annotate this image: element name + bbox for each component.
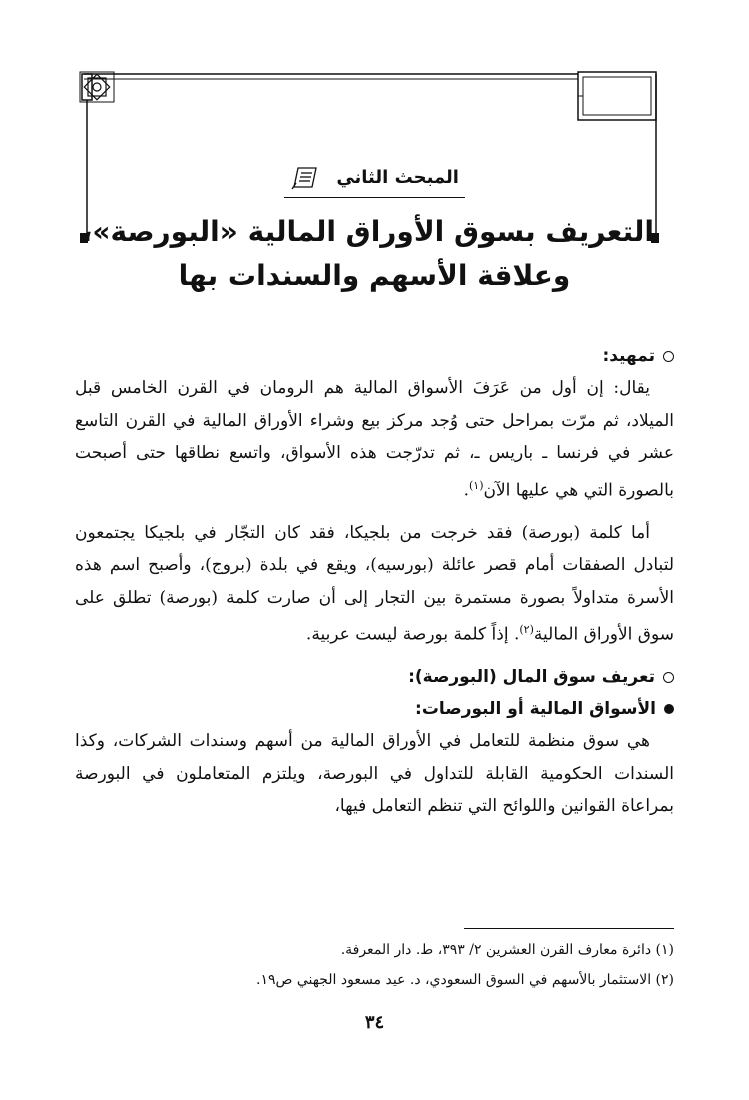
footnote-ref-2: (٢) xyxy=(519,623,534,637)
heading-intro xyxy=(75,340,674,372)
ornament-emblem-icon xyxy=(78,70,116,104)
heading-definition-text: تعريف سوق المال (البورصة): xyxy=(408,667,655,688)
dot-bullet-icon xyxy=(664,704,674,714)
section-label xyxy=(0,165,749,201)
paragraph-definition-text: هي سوق منظمة للتعامل في الأوراق المالية من أسهم وسندات الشركات، وكذا السندات الحكومية القابلة للتداول في البورصة، ويلتزم المتعاملون في البورصة بمراعاة القوانين واللوائح التي تنظم التعامل فيها، xyxy=(75,731,674,817)
section-label-text: المبحث الثاني xyxy=(336,167,459,188)
title-line-1: التعريف بسوق الأوراق المالية «البورصة»، xyxy=(81,215,654,248)
paragraph-intro-1-text: يقال: إن أول من عَرَفَ الأسواق المالية هم الرومان في القرن الخامس قبل الميلاد، ثم مرّت بمراحل حتى وُجد مركز بيع وشراء الأوراق المالية في القرن التاسع عشر في فرنسا ـ باريس ـ، ثم تدرّجت هذه الأسواق، واتسع نطاقها حتى أصبحت بالصورة التي هي عليها الآن xyxy=(75,378,674,501)
paragraph-intro-2-end: . إذاً كلمة بورصة ليست عربية. xyxy=(305,624,520,645)
page-number: ٣٤ xyxy=(364,1012,385,1033)
paragraph-intro-1 xyxy=(75,372,674,507)
paragraph-intro-2-text: أما كلمة (بورصة) فقد خرجت من بلجيكا، فقد كان التجّار في بلجيكا يجتمعون لتبادل الصفقات أمام قصر عائلة (بورسيه)، ويقع في بلدة (بروج)، وأصبح اسم هذه الأسرة متداولاً بصورة مستمرة بين التجار إلى أن صارت كلمة (بورصة) تطلق على سوق الأوراق المالية xyxy=(75,522,674,645)
heading-definition xyxy=(75,661,674,693)
chapter-title xyxy=(81,210,654,298)
paper-scroll-icon xyxy=(290,165,322,191)
footnote-1: (١) دائرة معارف القرن العشرين ٢/ ٣٩٣، ط. دار المعرفة. xyxy=(340,942,674,958)
title-line-2: وعلاقة الأسهم والسندات بها xyxy=(178,259,571,292)
footnote-separator xyxy=(464,928,674,929)
heading-intro-text: تمهيد: xyxy=(602,346,655,366)
paragraph-intro-1-end: . xyxy=(463,480,469,501)
subheading-markets xyxy=(75,693,674,725)
paragraph-intro-2 xyxy=(75,517,674,652)
circle-bullet-icon xyxy=(663,351,674,362)
subheading-markets-text: الأسواق المالية أو البورصات: xyxy=(415,699,656,720)
footnotes xyxy=(75,935,674,995)
circle-bullet-icon xyxy=(663,672,674,683)
footnote-2: (٢) الاستثمار بالأسهم في السوق السعودي، د. عيد مسعود الجهني ص١٩. xyxy=(255,972,674,988)
main-content xyxy=(75,340,674,823)
footnote-ref-1: (١) xyxy=(468,478,484,492)
paragraph-definition xyxy=(75,725,674,823)
